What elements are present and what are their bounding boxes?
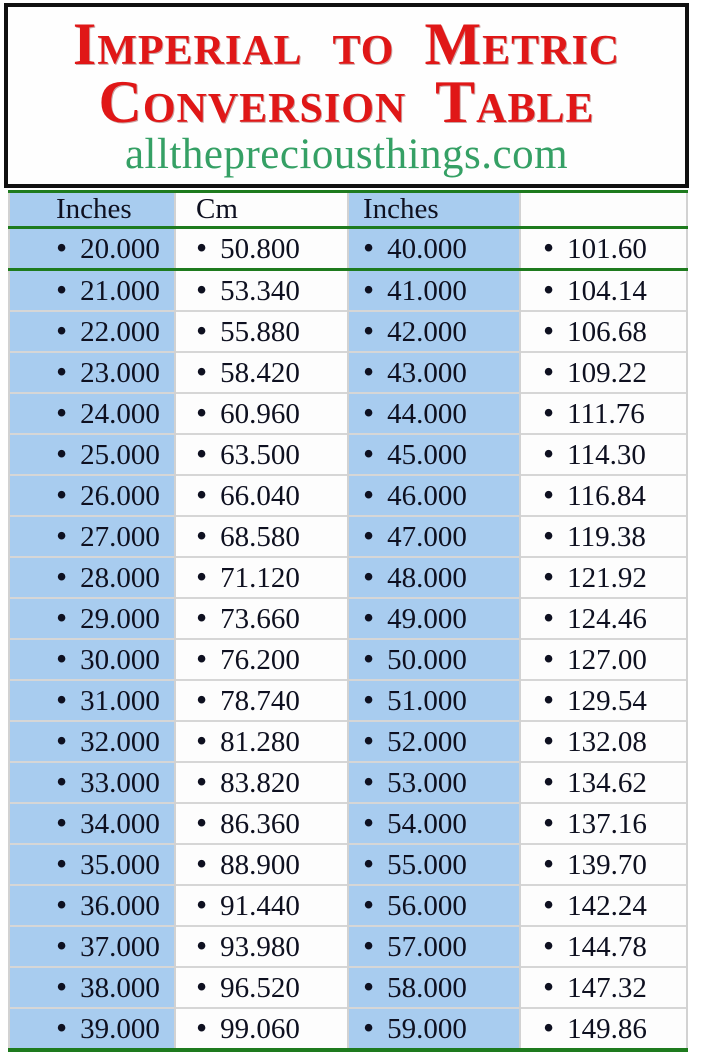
table-cell	[9, 1008, 175, 1050]
table-cell	[520, 885, 687, 926]
cell-value: 91.440	[220, 890, 300, 922]
table-cell	[348, 475, 520, 516]
table-header-row	[9, 192, 687, 228]
table-cell	[348, 598, 520, 639]
table-cell	[520, 598, 687, 639]
cell-value: 55.000	[387, 849, 467, 881]
bullet-icon: •	[56, 436, 68, 471]
bullet-icon: •	[363, 230, 375, 265]
bullet-icon: •	[543, 230, 555, 265]
table-cell	[9, 926, 175, 967]
cell-value: 119.38	[567, 521, 646, 553]
bullet-icon: •	[363, 600, 375, 635]
table-cell	[520, 516, 687, 557]
cell-value: 22.000	[80, 316, 160, 348]
bullet-icon: •	[543, 887, 555, 922]
cell-value: 46.000	[387, 480, 467, 512]
bullet-icon: •	[196, 887, 208, 922]
table-cell	[520, 803, 687, 844]
cell-value: 39.000	[80, 1013, 160, 1045]
bullet-icon: •	[543, 436, 555, 471]
table-row	[9, 680, 687, 721]
table-cell	[175, 516, 348, 557]
table-cell	[175, 1008, 348, 1050]
cell-value: 142.24	[567, 890, 647, 922]
table-cell	[9, 762, 175, 803]
cell-value: 149.86	[567, 1013, 647, 1045]
table-cell	[9, 352, 175, 393]
table-cell	[348, 803, 520, 844]
cell-value: 25.000	[80, 439, 160, 471]
table-cell	[520, 1008, 687, 1050]
bullet-icon: •	[543, 805, 555, 840]
table-row	[9, 844, 687, 885]
column-header-cm-right-empty	[520, 192, 687, 228]
column-header-cm-left: Cm	[175, 192, 348, 228]
table-cell	[175, 639, 348, 680]
bullet-icon: •	[363, 354, 375, 389]
table-cell	[348, 926, 520, 967]
table-cell	[9, 311, 175, 352]
bullet-icon: •	[363, 969, 375, 1004]
bullet-icon: •	[363, 846, 375, 881]
bullet-icon: •	[363, 928, 375, 963]
table-cell	[175, 270, 348, 312]
table-row	[9, 803, 687, 844]
bullet-icon: •	[543, 928, 555, 963]
bullet-icon: •	[196, 518, 208, 553]
bullet-icon: •	[56, 805, 68, 840]
bullet-icon: •	[56, 477, 68, 512]
table-cell	[175, 844, 348, 885]
table-row	[9, 967, 687, 1008]
bullet-icon: •	[196, 230, 208, 265]
title-line-2: Conversion Table	[98, 69, 595, 135]
cell-value: 58.420	[220, 357, 300, 389]
table-cell	[9, 516, 175, 557]
bullet-icon: •	[196, 969, 208, 1004]
cell-value: 66.040	[220, 480, 300, 512]
cell-value: 55.880	[220, 316, 300, 348]
table-row	[9, 598, 687, 639]
cell-value: 127.00	[567, 644, 647, 676]
table-cell	[9, 393, 175, 434]
bullet-icon: •	[196, 436, 208, 471]
cell-value: 42.000	[387, 316, 467, 348]
cell-value: 137.16	[567, 808, 647, 840]
bullet-icon: •	[543, 600, 555, 635]
table-cell	[520, 967, 687, 1008]
table-cell	[520, 844, 687, 885]
cell-value: 45.000	[387, 439, 467, 471]
table-cell	[520, 393, 687, 434]
table-row	[9, 270, 687, 312]
table-cell	[348, 721, 520, 762]
cell-value: 59.000	[387, 1013, 467, 1045]
cell-value: 40.000	[387, 233, 467, 265]
cell-value: 147.32	[567, 972, 647, 1004]
bullet-icon: •	[56, 230, 68, 265]
bullet-icon: •	[196, 723, 208, 758]
cell-value: 33.000	[80, 767, 160, 799]
cell-value: 53.340	[220, 275, 300, 307]
table-cell	[348, 639, 520, 680]
table-row	[9, 311, 687, 352]
cell-value: 71.120	[220, 562, 300, 594]
table-cell	[348, 434, 520, 475]
table-row	[9, 639, 687, 680]
bullet-icon: •	[363, 477, 375, 512]
bullet-icon: •	[363, 559, 375, 594]
cell-value: 96.520	[220, 972, 300, 1004]
cell-value: 129.54	[567, 685, 647, 717]
bullet-icon: •	[56, 682, 68, 717]
cell-value: 47.000	[387, 521, 467, 553]
cell-value: 34.000	[80, 808, 160, 840]
bullet-icon: •	[56, 272, 68, 307]
bullet-icon: •	[543, 1010, 555, 1045]
bullet-icon: •	[56, 559, 68, 594]
bullet-icon: •	[196, 764, 208, 799]
cell-value: 73.660	[220, 603, 300, 635]
bullet-icon: •	[363, 272, 375, 307]
cell-value: 78.740	[220, 685, 300, 717]
bullet-icon: •	[56, 600, 68, 635]
table-cell	[9, 557, 175, 598]
bullet-icon: •	[196, 682, 208, 717]
cell-value: 48.000	[387, 562, 467, 594]
cell-value: 27.000	[80, 521, 160, 553]
table-cell	[175, 598, 348, 639]
title-box	[4, 3, 689, 188]
table-row	[9, 434, 687, 475]
cell-value: 21.000	[80, 275, 160, 307]
bullet-icon: •	[543, 354, 555, 389]
table-row	[9, 557, 687, 598]
table-cell	[348, 762, 520, 803]
table-row	[9, 762, 687, 803]
bullet-icon: •	[543, 641, 555, 676]
bullet-icon: •	[56, 846, 68, 881]
bullet-icon: •	[56, 518, 68, 553]
title-line-1: Imperial to Metric	[72, 11, 621, 77]
table-cell	[348, 270, 520, 312]
table-cell	[9, 885, 175, 926]
bullet-icon: •	[56, 354, 68, 389]
table-cell	[348, 680, 520, 721]
cell-value: 63.500	[220, 439, 300, 471]
table-cell	[9, 228, 175, 270]
bullet-icon: •	[56, 395, 68, 430]
table-cell	[175, 228, 348, 270]
table-row	[9, 393, 687, 434]
table-cell	[175, 680, 348, 721]
cell-value: 26.000	[80, 480, 160, 512]
table-row	[9, 885, 687, 926]
bullet-icon: •	[56, 313, 68, 348]
cell-value: 50.000	[387, 644, 467, 676]
table-cell	[9, 270, 175, 312]
table-header	[9, 192, 687, 228]
cell-value: 132.08	[567, 726, 647, 758]
bullet-icon: •	[363, 518, 375, 553]
cell-value: 88.900	[220, 849, 300, 881]
cell-value: 31.000	[80, 685, 160, 717]
cell-value: 58.000	[387, 972, 467, 1004]
table-cell	[9, 721, 175, 762]
cell-value: 50.800	[220, 233, 300, 265]
table-cell	[520, 270, 687, 312]
table-cell	[175, 311, 348, 352]
cell-value: 57.000	[387, 931, 467, 963]
bullet-icon: •	[196, 1010, 208, 1045]
cell-value: 68.580	[220, 521, 300, 553]
table-cell	[9, 639, 175, 680]
cell-value: 60.960	[220, 398, 300, 430]
cell-value: 49.000	[387, 603, 467, 635]
bullet-icon: •	[196, 805, 208, 840]
column-header-inches-right: Inches	[348, 192, 520, 228]
bullet-icon: •	[56, 1010, 68, 1045]
table-row	[9, 926, 687, 967]
bullet-icon: •	[363, 887, 375, 922]
cell-value: 106.68	[567, 316, 647, 348]
bullet-icon: •	[363, 764, 375, 799]
cell-value: 54.000	[387, 808, 467, 840]
cell-value: 99.060	[220, 1013, 300, 1045]
cell-value: 101.60	[567, 233, 647, 265]
table-cell	[175, 352, 348, 393]
website-url: allthepreciousthings.com	[124, 131, 569, 178]
table-cell	[175, 885, 348, 926]
table-cell	[9, 680, 175, 721]
bullet-icon: •	[196, 600, 208, 635]
bullet-icon: •	[56, 887, 68, 922]
table-cell	[348, 557, 520, 598]
cell-value: 30.000	[80, 644, 160, 676]
table-cell	[348, 844, 520, 885]
table-cell	[9, 803, 175, 844]
bullet-icon: •	[196, 641, 208, 676]
cell-value: 83.820	[220, 767, 300, 799]
bullet-icon: •	[543, 559, 555, 594]
table-cell	[9, 434, 175, 475]
table-row	[9, 352, 687, 393]
table-row	[9, 721, 687, 762]
table-cell	[348, 352, 520, 393]
cell-value: 24.000	[80, 398, 160, 430]
cell-value: 111.76	[567, 398, 645, 430]
table-cell	[175, 393, 348, 434]
cell-value: 36.000	[80, 890, 160, 922]
bullet-icon: •	[196, 477, 208, 512]
bullet-icon: •	[363, 436, 375, 471]
bullet-icon: •	[196, 928, 208, 963]
table-cell	[348, 228, 520, 270]
table-cell	[520, 762, 687, 803]
table-cell	[175, 926, 348, 967]
bullet-icon: •	[543, 723, 555, 758]
cell-value: 41.000	[387, 275, 467, 307]
table-cell	[175, 762, 348, 803]
bullet-icon: •	[363, 682, 375, 717]
cell-value: 116.84	[567, 480, 646, 512]
table-row	[9, 1008, 687, 1050]
cell-value: 37.000	[80, 931, 160, 963]
table-cell	[175, 557, 348, 598]
bullet-icon: •	[543, 682, 555, 717]
table-row	[9, 516, 687, 557]
bullet-icon: •	[543, 764, 555, 799]
table-cell	[520, 926, 687, 967]
table-row	[9, 228, 687, 270]
cell-value: 23.000	[80, 357, 160, 389]
bullet-icon: •	[543, 313, 555, 348]
table-cell	[348, 967, 520, 1008]
bullet-icon: •	[196, 395, 208, 430]
cell-value: 76.200	[220, 644, 300, 676]
table-cell	[520, 721, 687, 762]
cell-value: 29.000	[80, 603, 160, 635]
cell-value: 121.92	[567, 562, 647, 594]
bullet-icon: •	[543, 395, 555, 430]
table-cell	[348, 311, 520, 352]
bullet-icon: •	[196, 846, 208, 881]
table-cell	[348, 1008, 520, 1050]
cell-value: 52.000	[387, 726, 467, 758]
bullet-icon: •	[363, 805, 375, 840]
cell-value: 43.000	[387, 357, 467, 389]
cell-value: 104.14	[567, 275, 647, 307]
cell-value: 124.46	[567, 603, 647, 635]
bullet-icon: •	[363, 313, 375, 348]
cell-value: 32.000	[80, 726, 160, 758]
table-cell	[520, 639, 687, 680]
page	[0, 3, 702, 1045]
cell-value: 28.000	[80, 562, 160, 594]
table-cell	[520, 311, 687, 352]
bullet-icon: •	[56, 641, 68, 676]
cell-value: 38.000	[80, 972, 160, 1004]
table-cell	[348, 885, 520, 926]
bullet-icon: •	[543, 846, 555, 881]
table-cell	[9, 475, 175, 516]
table-cell	[9, 598, 175, 639]
table-body	[9, 228, 687, 1051]
table-cell	[520, 557, 687, 598]
bullet-icon: •	[543, 969, 555, 1004]
table-cell	[175, 967, 348, 1008]
cell-value: 81.280	[220, 726, 300, 758]
bullet-icon: •	[543, 477, 555, 512]
bullet-icon: •	[543, 272, 555, 307]
table-cell	[520, 228, 687, 270]
cell-value: 134.62	[567, 767, 647, 799]
bullet-icon: •	[363, 723, 375, 758]
table-cell	[348, 516, 520, 557]
cell-value: 144.78	[567, 931, 647, 963]
bullet-icon: •	[56, 723, 68, 758]
cell-value: 35.000	[80, 849, 160, 881]
column-header-inches-left: Inches	[9, 192, 175, 228]
cell-value: 56.000	[387, 890, 467, 922]
table-cell	[175, 803, 348, 844]
table-cell	[348, 393, 520, 434]
bullet-icon: •	[196, 354, 208, 389]
cell-value: 93.980	[220, 931, 300, 963]
table-cell	[9, 844, 175, 885]
bullet-icon: •	[56, 764, 68, 799]
conversion-table	[8, 190, 688, 1052]
cell-value: 53.000	[387, 767, 467, 799]
table-cell	[175, 475, 348, 516]
cell-value: 51.000	[387, 685, 467, 717]
table-cell	[520, 352, 687, 393]
bullet-icon: •	[543, 518, 555, 553]
bullet-icon: •	[363, 1010, 375, 1045]
bullet-icon: •	[196, 313, 208, 348]
cell-value: 109.22	[567, 357, 647, 389]
table-cell	[9, 967, 175, 1008]
cell-value: 114.30	[567, 439, 646, 471]
cell-value: 44.000	[387, 398, 467, 430]
table-row	[9, 475, 687, 516]
bullet-icon: •	[363, 641, 375, 676]
cell-value: 20.000	[80, 233, 160, 265]
bullet-icon: •	[196, 559, 208, 594]
table-cell	[175, 434, 348, 475]
bullet-icon: •	[196, 272, 208, 307]
table-cell	[175, 721, 348, 762]
table-cell	[520, 680, 687, 721]
table-cell	[520, 475, 687, 516]
bullet-icon: •	[56, 928, 68, 963]
bullet-icon: •	[363, 395, 375, 430]
table-cell	[520, 434, 687, 475]
cell-value: 86.360	[220, 808, 300, 840]
cell-value: 139.70	[567, 849, 647, 881]
bullet-icon: •	[56, 969, 68, 1004]
